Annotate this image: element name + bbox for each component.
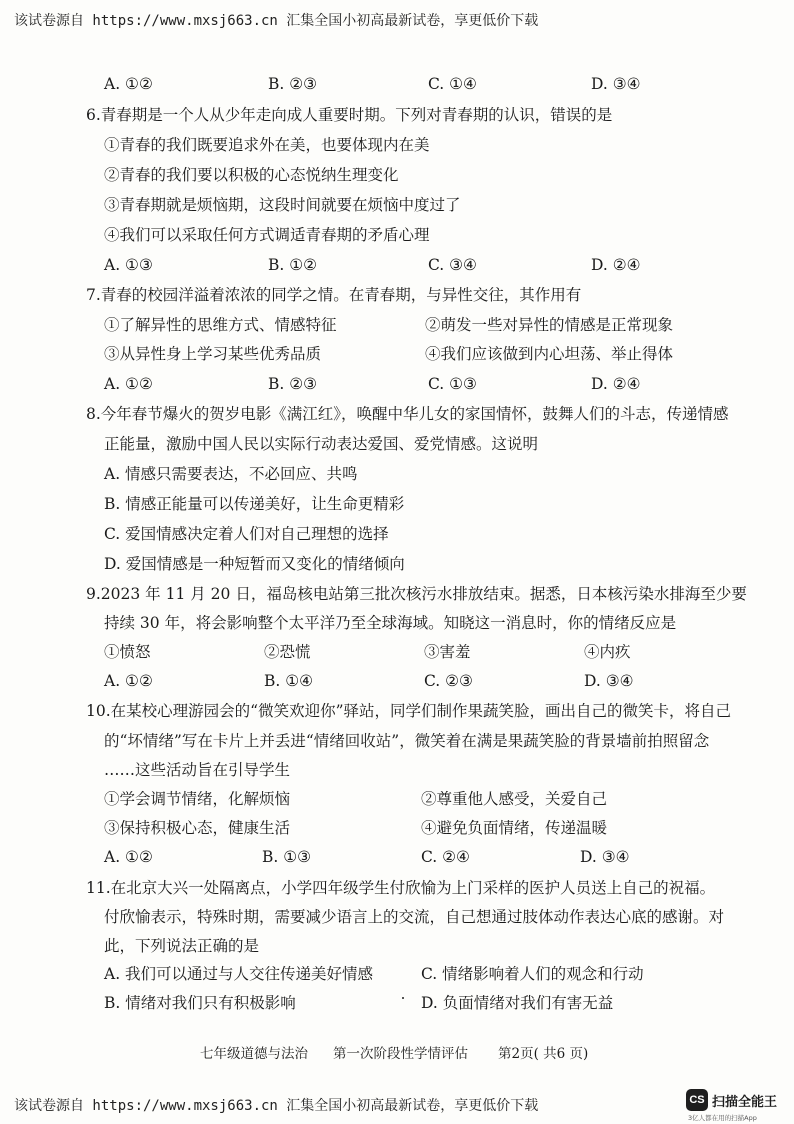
q7-item-4: ④我们应该做到内心坦荡、举止得体 xyxy=(425,345,674,363)
camscanner-logo xyxy=(686,1089,786,1122)
q10-option-d: D. ③④ xyxy=(580,848,630,866)
q9-option-d: D. ③④ xyxy=(584,672,634,690)
q10-item-3: ③保持积极心态，健康生活 xyxy=(104,819,291,837)
q9-item-1: ①愤怒 xyxy=(104,643,151,661)
q7-stem: 7.青春的校园洋溢着浓浓的同学之情。在青春期，与异性交往，其作用有 xyxy=(86,286,582,304)
footer-page: 第2页( 共6 页) xyxy=(498,1046,589,1062)
q10-option-c: C. ②④ xyxy=(421,848,470,866)
footer-stage: 第一次阶段性学情评估 xyxy=(333,1046,468,1062)
q9-stem-line-2: 持续 30 年，将会影响整个太平洋乃至全球海域。知晓这一消息时，你的情绪反应是 xyxy=(104,614,677,632)
q7-option-a: A. ①② xyxy=(104,375,153,393)
q6-item-4: ④我们可以采取任何方式调适青春期的矛盾心理 xyxy=(104,226,430,244)
q8-option-d: D. 爱国情感是一种短暂而又变化的情绪倾向 xyxy=(104,555,405,573)
watermark-bottom: 该试卷源自 https://www.mxsj663.cn 汇集全国小初高最新试卷，享更低价下载 xyxy=(14,1098,539,1114)
q11-option-d: D. 负面情绪对我们有害无益 xyxy=(421,994,614,1012)
q11-option-c: C. 情绪影响着人们的观念和行动 xyxy=(421,965,644,983)
q9-item-3: ③害羞 xyxy=(424,643,471,661)
q7-item-1: ①了解异性的思维方式、情感特征 xyxy=(104,316,337,334)
q9-stem-line-1: 9.2023 年 11 月 20 日，福岛核电站第三批次核污水排放结束。据悉，日本核污染水排海至少要 xyxy=(86,585,747,603)
q7-item-2: ②萌发一些对异性的情感是正常现象 xyxy=(425,316,674,334)
q6-item-1: ①青春的我们既要追求外在美，也要体现内在美 xyxy=(104,136,430,154)
q7-option-b: B. ②③ xyxy=(268,375,318,393)
q10-stem-line-1: 10.在某校心理游园会的“微笑欢迎你”驿站，同学们制作果蔬笑脸，画出自己的微笑卡，将自己 xyxy=(86,702,732,720)
q11-option-b: B. 情绪对我们只有积极影响 xyxy=(104,994,296,1012)
q9-option-a: A. ①② xyxy=(104,672,153,690)
q6-option-d: D. ②④ xyxy=(591,256,641,274)
q6-item-3: ③青春期就是烦恼期，这段时间就要在烦恼中度过了 xyxy=(104,196,461,214)
footer-subject: 七年级道德与法治 xyxy=(200,1046,308,1062)
q10-item-4: ④避免负面情绪，传递温暖 xyxy=(421,819,608,837)
q10-stem-line-2: 的“坏情绪”写在卡片上并丢进“情绪回收站”，微笑着在满是果蔬笑脸的背景墙前拍照留念 xyxy=(104,732,710,750)
q8-option-c: C. 爱国情感决定着人们对自己理想的选择 xyxy=(104,525,389,543)
q9-item-4: ④内疚 xyxy=(584,643,631,661)
q6-option-a: A. ①③ xyxy=(104,256,153,274)
q6-stem: 6.青春期是一个人从少年走向成人重要时期。下列对青春期的认识，错误的是 xyxy=(86,106,613,124)
q10-option-a: A. ①② xyxy=(104,848,153,866)
q10-stem-line-3: ……这些活动旨在引导学生 xyxy=(104,761,291,779)
q7-item-3: ③从异性身上学习某些优秀品质 xyxy=(104,345,322,363)
q5-option-b: B. ②③ xyxy=(268,75,318,93)
q6-item-2: ②青春的我们要以积极的心态悦纳生理变化 xyxy=(104,166,399,184)
q10-option-b: B. ①③ xyxy=(262,848,312,866)
q10-item-2: ②尊重他人感受，关爱自己 xyxy=(421,790,608,808)
q11-stem-line-1: 11.在北京大兴一处隔离点，小学四年级学生付欣愉为上门采样的医护人员送上自己的祝福。 xyxy=(86,879,716,897)
q7-option-c: C. ①③ xyxy=(428,375,477,393)
watermark-top: 该试卷源自 https://www.mxsj663.cn 汇集全国小初高最新试卷，享更低价下载 xyxy=(14,13,539,29)
scan-speck xyxy=(402,997,404,999)
q7-option-d: D. ②④ xyxy=(591,375,641,393)
q11-stem-line-3: 此，下列说法正确的是 xyxy=(104,937,260,955)
camscanner-tagline: 3亿人都在用的扫描App xyxy=(688,1114,757,1122)
q10-item-1: ①学会调节情绪，化解烦恼 xyxy=(104,790,291,808)
camscanner-badge-icon: CS xyxy=(686,1089,708,1111)
q11-stem-line-2: 付欣愉表示，特殊时期，需要减少语言上的交流，自己想通过肢体动作表达心底的感谢。对 xyxy=(104,908,725,926)
q6-option-c: C. ③④ xyxy=(428,256,477,274)
q8-stem-line-1: 8.今年春节爆火的贺岁电影《满江红》，唤醒中华儿女的家国情怀，鼓舞人们的斗志，传递情感 xyxy=(86,405,729,423)
q5-option-c: C. ①④ xyxy=(428,75,477,93)
q6-option-b: B. ①② xyxy=(268,256,318,274)
q9-item-2: ②恐慌 xyxy=(264,643,311,661)
q8-stem-line-2: 正能量，激励中国人民以实际行动表达爱国、爱党情感。这说明 xyxy=(104,435,539,453)
q8-option-b: B. 情感正能量可以传递美好，让生命更精彩 xyxy=(104,495,405,513)
camscanner-title: 扫描全能王 xyxy=(712,1095,778,1110)
q5-option-d: D. ③④ xyxy=(591,75,641,93)
q11-option-a: A. 我们可以通过与人交往传递美好情感 xyxy=(104,965,374,983)
q9-option-b: B. ①④ xyxy=(264,672,314,690)
q9-option-c: C. ②③ xyxy=(424,672,473,690)
q8-option-a: A. 情感只需要表达，不必回应、共鸣 xyxy=(104,465,358,483)
q5-option-a: A. ①② xyxy=(104,75,153,93)
